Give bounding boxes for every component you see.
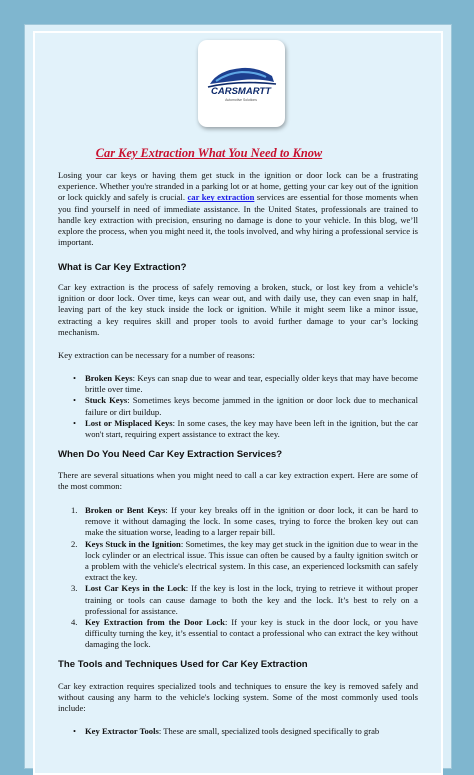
section-heading: What is Car Key Extraction? [58, 262, 187, 273]
list-item: • Lost or Misplaced Keys: In some cases, the key may have been left in the ignition, but the car won't start, requiring expert assistance to extract the key. [73, 417, 418, 440]
car-logo-icon [198, 40, 285, 127]
situations-list [71, 505, 419, 651]
section1-paragraph: Car key extraction is the process of safely removing a broken, stuck, or lost key from a vehicle’s ignition or door lock. Over time, keys can wear out, and with daily use, they can even snap in half, leaving part of the key stuck inside the lock or ignition. While it might seem like a minor issue, extracting a key requires skill and proper tools to avoid further damage to your car’s locking mechanism. [58, 282, 418, 337]
list-item: 3. Lost Car Keys in the Lock: If the key is lost in the lock, trying to retrieve it without proper training or tools can cause damage to both the key and the lock. It’s best to rely on a professional for assistance. [71, 583, 418, 616]
list-item: 1. Broken or Bent Keys: If your key breaks off in the ignition or door lock, it can be hard to remove it without damaging the lock. In some cases, trying to force the broken key out can make the situation worse, leading to a larger repair bill. [71, 505, 419, 538]
tools-list [73, 726, 418, 737]
svg-text:CARSMARTT: CARSMARTT [211, 86, 271, 97]
section3-paragraph: Car key extraction requires specialized tools and techniques to ensure the key is removed safely and without causing any harm to the vehicle's locking system. Some of the most commonly used tools include: [58, 681, 418, 714]
section-heading: The Tools and Techniques Used for Car Key Extraction [58, 659, 308, 670]
section1-paragraph-2: Key extraction can be necessary for a number of reasons: [58, 350, 255, 360]
intro-paragraph: Losing your car keys or having them get stuck in the ignition or door lock can be a frustrating experience. Whether you're stranded in a parking lot or at home, getting your car key out of the ignition or lock quickly and safely is crucial. car key extraction services are essential for those moments when you find yourself in need of immediate assistance. In the United States, professionals are trained to handle key extraction with precision, ensuring no damage is done to your vehicle. In this blog, we’ll explore the process, when you might need it, the tools involved, and why hiring a professional service is important. [58, 170, 418, 248]
logo [198, 40, 285, 127]
list-item: 2. Keys Stuck in the Ignition: Sometimes, the key may get stuck in the ignition due to wear in the lock cylinder or an electrical issue. This issue can often be caused by a faulty ignition switch or a problem with the vehicle's electrical system. In this case, an experienced locksmith can safely extract the key. [71, 538, 418, 583]
svg-text:Automotive Solutions: Automotive Solutions [225, 98, 257, 102]
page-title: Car Key Extraction What You Need to Know [95, 146, 323, 160]
car-key-extraction-link[interactable]: car key extraction [187, 192, 255, 203]
reasons-list [73, 373, 418, 440]
list-item: 4. Key Extraction from the Door Lock: If your key is stuck in the door lock, or you have difficulty turning the key, it’s essential to contact a professional who can extract the key without damaging the lock. [71, 617, 418, 650]
list-item: • Stuck Keys: Sometimes keys become jammed in the ignition or door lock due to mechanical failure or dirt buildup. [73, 395, 418, 417]
list-item: • Key Extractor Tools: These are small, specialized tools designed specifically to grab [73, 726, 380, 736]
section2-paragraph: There are several situations when you might need to call a car key extraction expert. Here are some of the most common: [58, 470, 418, 492]
section-heading: When Do You Need Car Key Extraction Services? [58, 449, 283, 460]
list-item: • Broken Keys: Keys can snap due to wear and tear, especially older keys that may have become brittle over time. [73, 373, 418, 395]
